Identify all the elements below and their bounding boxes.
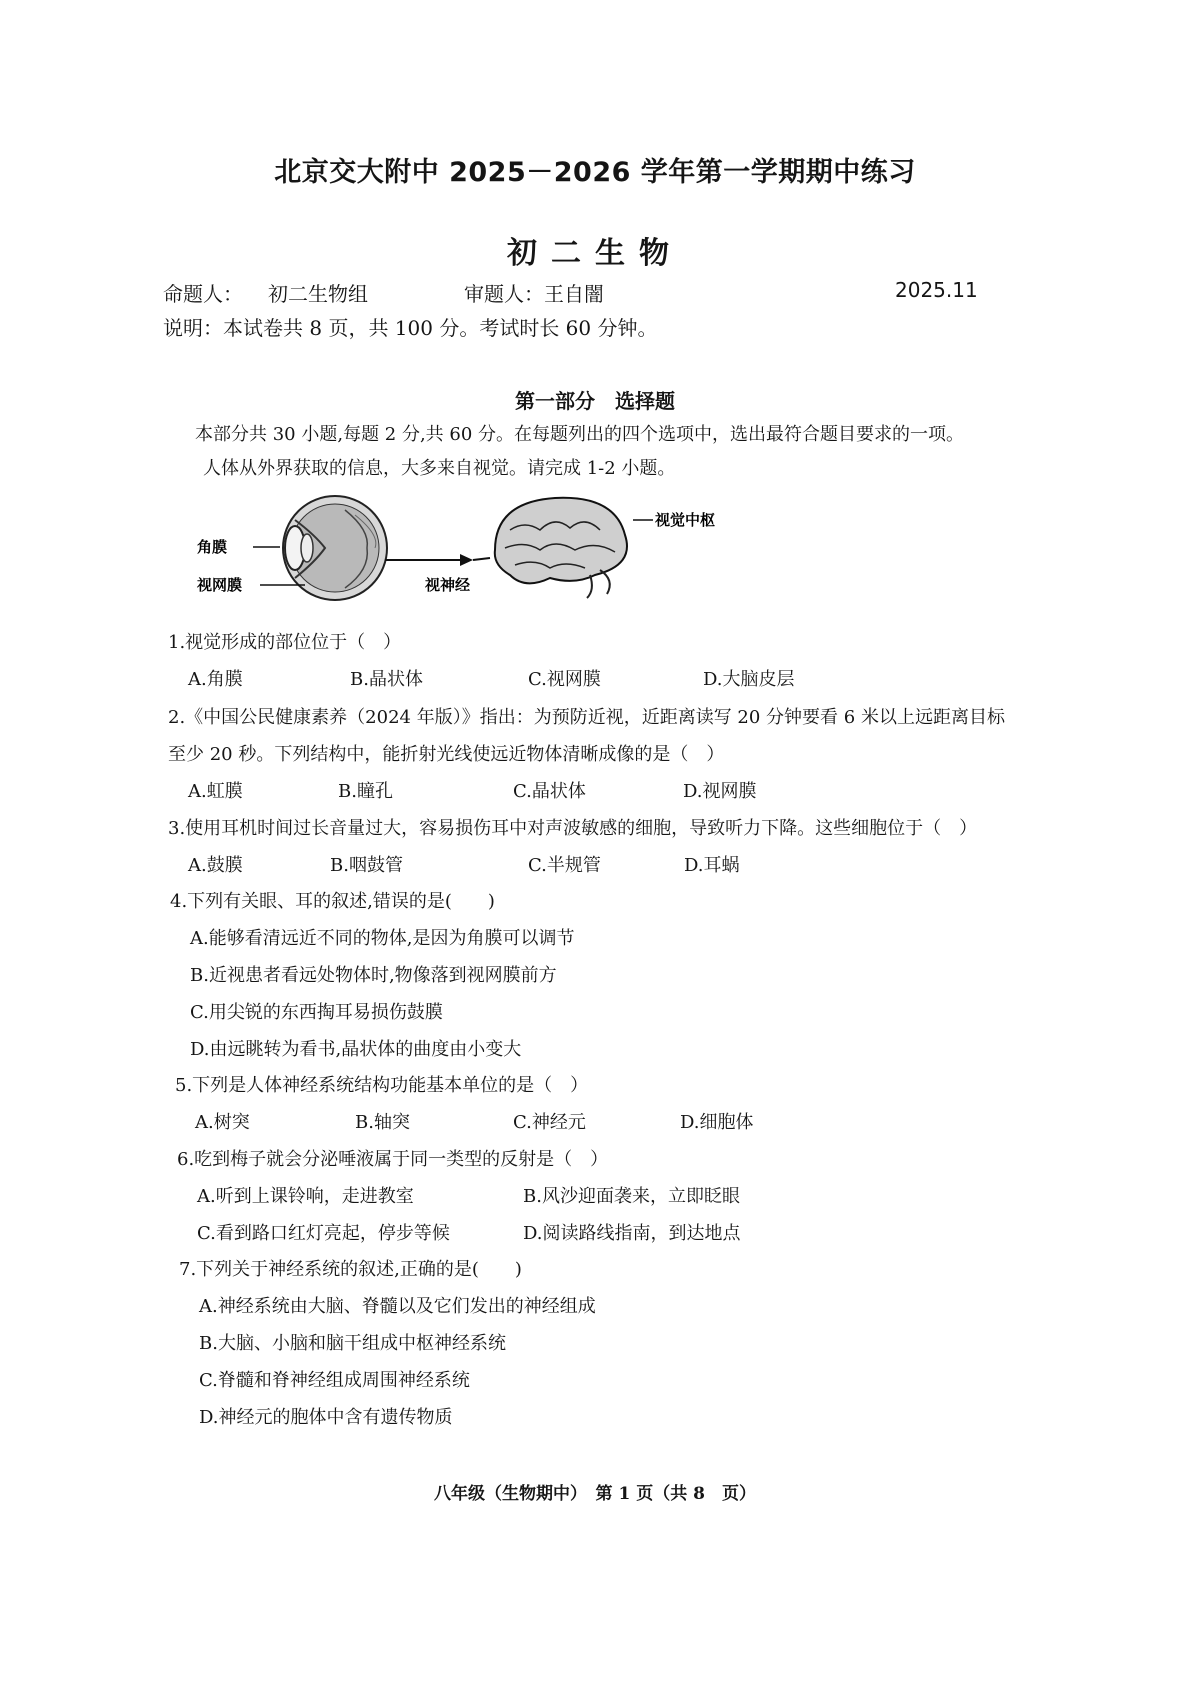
- q2-option-c: C.晶状体: [513, 781, 586, 802]
- q4-option-a: A.能够看清远近不同的物体,是因为角膜可以调节: [190, 928, 575, 949]
- question-6: 6.吃到梅子就会分泌唾液属于同一类型的反射是（ ）: [177, 1149, 609, 1170]
- label-cornea: 角膜: [197, 538, 228, 556]
- section-title: 第一部分 选择题: [515, 389, 675, 413]
- brain-illustration: [495, 498, 627, 598]
- q7-option-a: A.神经系统由大脑、脊髓以及它们发出的神经组成: [199, 1296, 596, 1317]
- q7-option-c: C.脊髓和脊神经组成周围神经系统: [199, 1370, 470, 1391]
- q3-option-d: D.耳蜗: [684, 855, 740, 876]
- page-footer: 八年级（生物期中） 第 1 页（共 8 页）: [434, 1484, 756, 1504]
- arrow-icon: [460, 554, 473, 566]
- q4-option-d: D.由远眺转为看书,晶状体的曲度由小变大: [190, 1039, 522, 1060]
- label-retina: 视网膜: [197, 576, 243, 594]
- q5-option-c: C.神经元: [513, 1112, 586, 1133]
- q6-option-b: B.风沙迎面袭来，立即眨眼: [523, 1186, 740, 1207]
- eye-brain-diagram: [195, 490, 715, 615]
- q7-option-b: B.大脑、小脑和脑干组成中枢神经系统: [199, 1333, 506, 1354]
- question-5: 5.下列是人体神经系统结构功能基本单位的是（ ）: [175, 1075, 589, 1096]
- q1-option-a: A.角膜: [188, 669, 243, 690]
- label-visual-center: 视觉中枢: [655, 511, 715, 529]
- q2-option-a: A.虹膜: [188, 781, 243, 802]
- question-4: 4.下列有关眼、耳的叙述,错误的是( ): [170, 891, 495, 912]
- author-label: 命题人：: [163, 282, 243, 306]
- exam-date: 2025.11: [895, 278, 978, 302]
- q1-option-c: C.视网膜: [528, 669, 601, 690]
- reviewer: 王自闇: [544, 282, 604, 306]
- exam-subject: 初二生物: [507, 236, 683, 271]
- exam-title: 北京交大附中 2025－2026 学年第一学期期中练习: [274, 157, 916, 188]
- q5-option-d: D.细胞体: [680, 1112, 754, 1133]
- label-optic-nerve: 视神经: [425, 576, 471, 594]
- q4-option-b: B.近视患者看远处物体时,物像落到视网膜前方: [190, 965, 557, 986]
- author: 初二生物组: [268, 282, 368, 306]
- section-lead: 人体从外界获取的信息，大多来自视觉。请完成 1-2 小题。: [203, 458, 676, 479]
- exam-note: 说明：本试卷共 8 页，共 100 分。考试时长 60 分钟。: [163, 316, 658, 340]
- question-2-line2: 至少 20 秒。下列结构中，能折射光线使远近物体清晰成像的是（ ）: [168, 744, 725, 765]
- q6-option-a: A.听到上课铃响，走进教室: [197, 1186, 414, 1207]
- q6-option-d: D.阅读路线指南，到达地点: [523, 1223, 741, 1244]
- reviewer-label: 审题人：: [464, 282, 544, 306]
- q7-option-d: D.神经元的胞体中含有遗传物质: [199, 1407, 453, 1428]
- q2-option-d: D.视网膜: [683, 781, 757, 802]
- q3-option-b: B.咽鼓管: [330, 855, 403, 876]
- question-3: 3.使用耳机时间过长音量过大，容易损伤耳中对声波敏感的细胞，导致听力下降。这些细胞位于（ ）: [168, 818, 978, 839]
- q1-option-d: D.大脑皮层: [703, 669, 795, 690]
- q4-option-c: C.用尖锐的东西掏耳易损伤鼓膜: [190, 1002, 443, 1023]
- question-2: 2.《中国公民健康素养（2024 年版）》指出：为预防近视，近距离读写 20 分钟要看 6 米以上远距离目标: [168, 707, 1005, 728]
- q1-option-b: B.晶状体: [350, 669, 423, 690]
- question-1: 1.视觉形成的部位位于（ ）: [168, 632, 402, 653]
- q5-option-a: A.树突: [195, 1112, 250, 1133]
- q2-option-b: B.瞳孔: [338, 781, 393, 802]
- q3-option-c: C.半规管: [528, 855, 601, 876]
- section-instruction: 本部分共 30 小题,每题 2 分,共 60 分。在每题列出的四个选项中，选出最符合题目要求的一项。: [195, 424, 965, 445]
- q5-option-b: B.轴突: [355, 1112, 410, 1133]
- question-7: 7.下列关于神经系统的叙述,正确的是( ): [179, 1259, 522, 1280]
- q6-option-c: C.看到路口红灯亮起，停步等候: [197, 1223, 450, 1244]
- q3-option-a: A.鼓膜: [188, 855, 243, 876]
